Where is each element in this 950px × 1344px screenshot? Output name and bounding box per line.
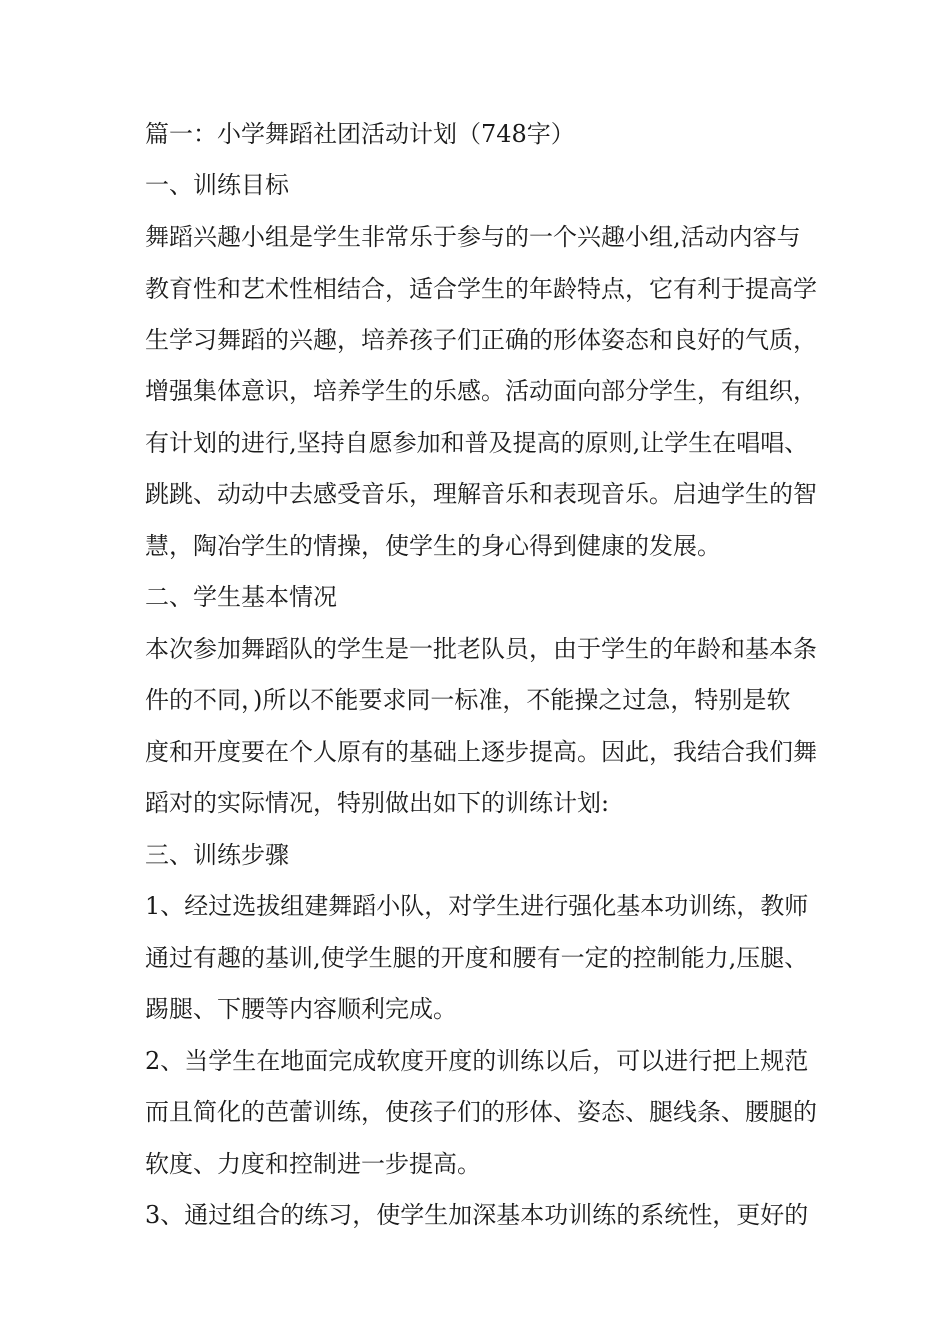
section-heading-student-situation: 二、学生基本情况 (145, 583, 337, 611)
section-heading-training-goal: 一、训练目标 (145, 171, 289, 199)
paragraph-line: 通过有趣的基训,使学生腿的开度和腰有一定的控制能力,压腿、 (145, 944, 809, 972)
paragraph-line: 生学习舞蹈的兴趣，培养孩子们正确的形体姿态和良好的气质， (145, 326, 817, 354)
paragraph-line: 3、通过组合的练习，使学生加深基本功训练的系统性，更好的 (145, 1201, 809, 1229)
paragraph-line: 1、经过选拔组建舞蹈小队，对学生进行强化基本功训练，教师 (145, 892, 809, 920)
paragraph-line: 2、当学生在地面完成软度开度的训练以后，可以进行把上规范 (145, 1047, 809, 1075)
paragraph-line: 教育性和艺术性相结合，适合学生的年龄特点，它有利于提高学 (145, 275, 817, 303)
paragraph-line: 跳跳、动动中去感受音乐，理解音乐和表现音乐。启迪学生的智 (145, 480, 817, 508)
paragraph-line: 件的不同，)所以不能要求同一标准，不能操之过急，特别是软 (145, 686, 791, 714)
paragraph-line: 慧，陶冶学生的情操，使学生的身心得到健康的发展。 (145, 532, 721, 560)
paragraph-line: 蹈对的实际情况，特别做出如下的训练计划: (145, 789, 610, 817)
paragraph-line: 踢腿、下腰等内容顺利完成。 (145, 995, 457, 1023)
paragraph-line: 有计划的进行,坚持自愿参加和普及提高的原则,让学生在唱唱、 (145, 429, 809, 457)
paragraph-line: 舞蹈兴趣小组是学生非常乐于参与的一个兴趣小组,活动内容与 (145, 223, 801, 251)
paragraph-line: 度和开度要在个人原有的基础上逐步提高。因此，我结合我们舞 (145, 738, 817, 766)
paragraph-line: 软度、力度和控制进一步提高。 (145, 1150, 481, 1178)
document-title: 篇一：小学舞蹈社团活动计划（748字） (145, 120, 575, 148)
section-heading-training-steps: 三、训练步骤 (145, 841, 289, 869)
paragraph-line: 增强集体意识，培养学生的乐感。活动面向部分学生，有组织， (145, 377, 817, 405)
paragraph-line: 本次参加舞蹈队的学生是一批老队员，由于学生的年龄和基本条 (145, 635, 817, 663)
paragraph-line: 而且简化的芭蕾训练，使孩子们的形体、姿态、腿线条、腰腿的 (145, 1098, 817, 1126)
